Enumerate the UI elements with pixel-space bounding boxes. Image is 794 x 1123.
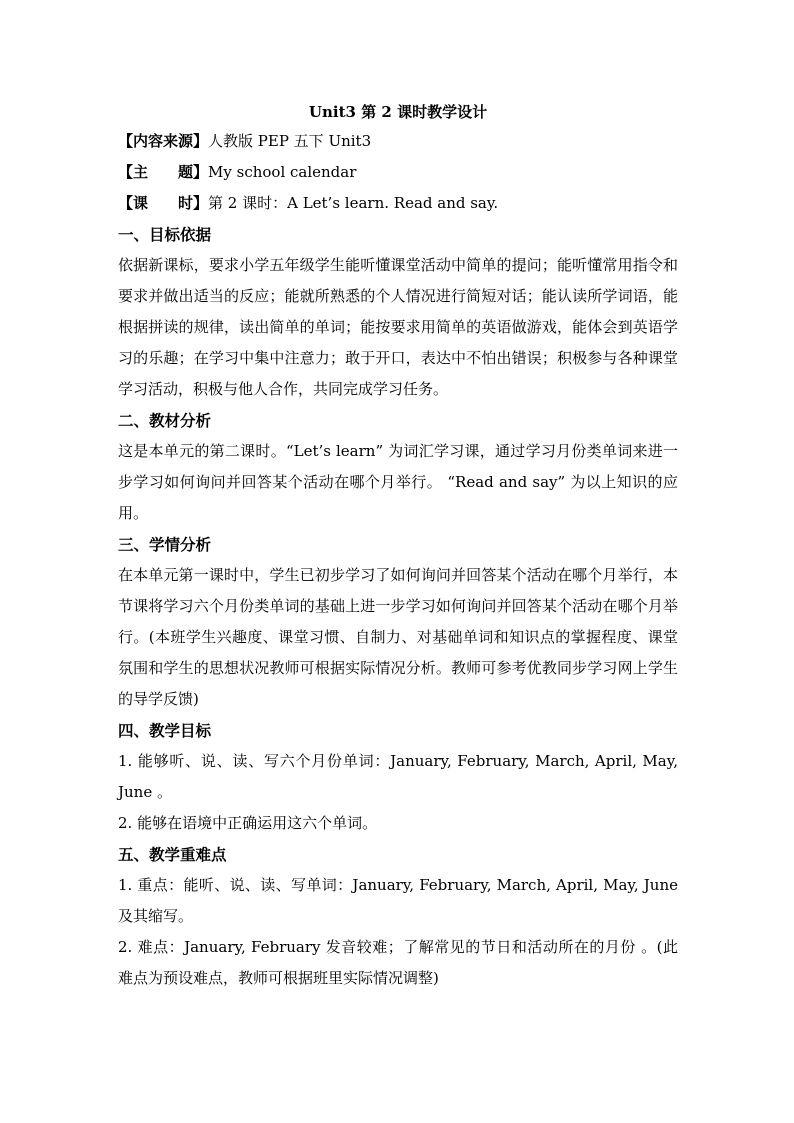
meta-lesson-key: 【课 时】 xyxy=(118,194,209,212)
meta-topic-value: My school calendar xyxy=(208,163,357,181)
section-paragraph: 1. 能够听、说、读、写六个月份单词：January, February, March, April, May, June 。 xyxy=(118,752,678,801)
section-paragraph: 依据新课标，要求小学五年级学生能听懂课堂活动中简单的提问；能听懂常用指令和要求并做出适当的反应；能就所熟悉的个人情况进行简短对话；能认读所学词语，能根据拼读的规律，读出简单的单词；能按要求用简单的英语做游戏，能体会到英语学习的乐趣；在学习中集中注意力；敢于开口，表达中不怕出错误；积极参与各种课堂学习活动，积极与他人合作，共同完成学习任务。 xyxy=(118,256,678,398)
section-paragraph: 这是本单元的第二课时。“Let’s learn” 为词汇学习课，通过学习月份类单词来进一步学习如何询问并回答某个活动在哪个月举行。 “Read and say” 为以上知识的应用。 xyxy=(118,442,678,522)
document-title: Unit3 第 2 课时教学设计 xyxy=(308,103,488,121)
section-heading-students: 三、学情分析 xyxy=(118,535,212,554)
meta-lesson-value: 第 2 课时：A Let’s learn. Read and say. xyxy=(208,194,499,212)
meta-lesson xyxy=(118,188,678,219)
section-paragraph: 在本单元第一课时中，学生已初步学习了如何询问并回答某个活动在哪个月举行，本节课将学习六个月份类单词的基础上进一步学习如何询问并回答某个活动在哪个月举行。(本班学生兴趣度、课堂习惯、自制力、对基础单词和知识点的掌握程度、课堂氛围和学生的思想状况教师可根据实际情况分析。教师可参考优教同步学习网上学生的导学反馈) xyxy=(118,566,678,708)
meta-topic-key: 【主 题】 xyxy=(118,163,209,181)
section-heading-key-points: 五、教学重难点 xyxy=(118,845,227,864)
meta-source-value: 人教版 PEP 五下 Unit3 xyxy=(208,132,372,150)
document-page xyxy=(118,98,678,994)
section-heading-textbook: 二、教材分析 xyxy=(118,411,212,430)
section-paragraph: 2. 能够在语境中正确运用这六个单词。 xyxy=(118,814,378,832)
meta-topic xyxy=(118,157,678,188)
section-paragraph: 1. 重点：能听、说、读、写单词：January, February, March, April, May, June 及其缩写。 xyxy=(118,876,678,925)
meta-source xyxy=(118,126,678,157)
section-heading-objectives: 四、教学目标 xyxy=(118,721,212,740)
meta-source-key: 【内容来源】 xyxy=(118,132,209,150)
section-paragraph: 2. 难点：January, February 发音较难；了解常见的节日和活动所在的月份 。(此难点为预设难点，教师可根据班里实际情况调整) xyxy=(118,938,678,987)
section-heading-basis: 一、目标依据 xyxy=(118,225,212,244)
